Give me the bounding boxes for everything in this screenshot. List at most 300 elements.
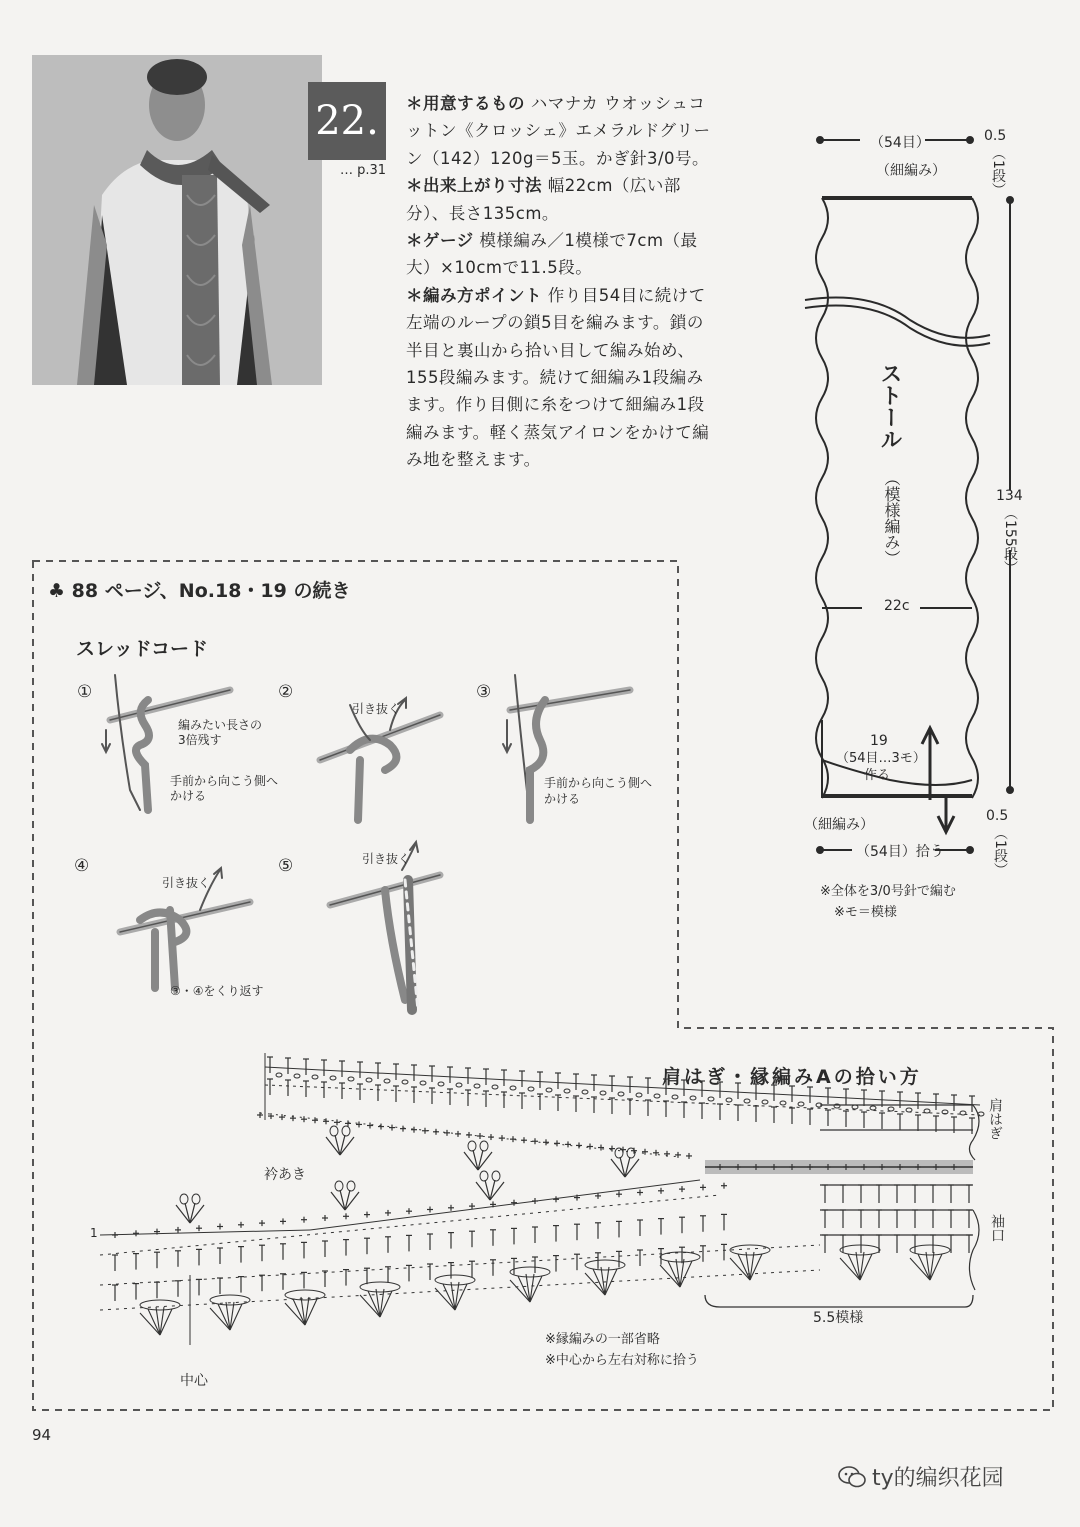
- chain-stitch: [744, 1099, 750, 1103]
- sc-stitch: [400, 1126, 406, 1132]
- dc-stitch: [840, 1235, 846, 1253]
- sc-stitch: [951, 1164, 957, 1170]
- watermark: [838, 1461, 1004, 1492]
- wechat-icon: [838, 1466, 866, 1488]
- dc-stitch: [133, 1284, 139, 1300]
- sc-stitch: [433, 1129, 439, 1135]
- dc-stitch: [699, 1103, 705, 1119]
- chain-stitch: [978, 1112, 984, 1116]
- sc-stitch: [455, 1131, 461, 1137]
- repeat-label: 5.5模様: [813, 1310, 864, 1326]
- dc-stitch: [573, 1096, 579, 1112]
- dc-stitch: [858, 1210, 864, 1228]
- dc-stitch: [948, 1235, 954, 1253]
- chain-stitch: [690, 1096, 696, 1100]
- sc-stitch: [196, 1225, 202, 1231]
- dc-stitch: [357, 1062, 363, 1078]
- dc-stitch: [609, 1076, 615, 1092]
- dc-stitch: [339, 1061, 345, 1077]
- chain-stitch: [438, 1082, 444, 1086]
- chain-stitch: [942, 1110, 948, 1114]
- dc-stitch: [840, 1185, 846, 1203]
- dc-stitch: [301, 1272, 307, 1288]
- sc-stitch: [598, 1145, 604, 1151]
- dc-stitch: [663, 1101, 669, 1117]
- dc-stitch: [591, 1097, 597, 1113]
- dc-stitch: [238, 1277, 244, 1293]
- dc-stitch: [280, 1244, 286, 1260]
- chain-stitch: [600, 1091, 606, 1095]
- sc-stitch: [477, 1133, 483, 1139]
- sc-stitch: [385, 1210, 391, 1216]
- dc-stitch: [574, 1254, 580, 1270]
- sc-stitch: [301, 1217, 307, 1223]
- dc-stitch: [966, 1185, 972, 1203]
- dc-stitch: [501, 1070, 507, 1086]
- chain-stitch: [384, 1079, 390, 1083]
- chain-stitch: [474, 1084, 480, 1088]
- sc-stitch: [616, 1191, 622, 1197]
- dc-stitch: [645, 1078, 651, 1094]
- dc-stitch: [717, 1082, 723, 1098]
- dc-stitch: [217, 1278, 223, 1294]
- dc-stitch: [196, 1279, 202, 1295]
- sc-stitch: [843, 1164, 849, 1170]
- dc-stitch: [897, 1092, 903, 1108]
- dc-stitch: [822, 1235, 828, 1253]
- sc-stitch: [653, 1150, 659, 1156]
- sc-stitch: [587, 1144, 593, 1150]
- dc-stitch: [879, 1113, 885, 1129]
- dc-stitch: [825, 1088, 831, 1104]
- dc-stitch: [553, 1226, 559, 1242]
- dc-stitch: [321, 1082, 327, 1098]
- chain-stitch: [852, 1105, 858, 1109]
- dc-stitch: [532, 1227, 538, 1243]
- stole-bottom-right-rows: （1段）: [992, 826, 1008, 877]
- sc-stitch: [620, 1147, 626, 1153]
- dc-stitch: [501, 1092, 507, 1108]
- sc-stitch: [631, 1148, 637, 1154]
- sc-stitch: [675, 1152, 681, 1158]
- chain-stitch: [312, 1075, 318, 1079]
- chain-stitch: [528, 1087, 534, 1091]
- thread-cord-title: スレッドコード: [76, 638, 209, 660]
- sc-stitch: [861, 1164, 867, 1170]
- chain-stitch: [798, 1102, 804, 1106]
- sc-stitch: [378, 1124, 384, 1130]
- dc-stitch: [385, 1267, 391, 1283]
- sc-stitch: [367, 1123, 373, 1129]
- sc-stitch: [933, 1164, 939, 1170]
- dc-stitch: [429, 1088, 435, 1104]
- chart-note-1: ※縁編みの一部省略: [545, 1332, 660, 1347]
- sc-stitch: [532, 1198, 538, 1204]
- dc-stitch: [259, 1245, 265, 1261]
- dc-stitch: [175, 1251, 181, 1267]
- dc-stitch: [406, 1265, 412, 1281]
- dc-stitch: [915, 1115, 921, 1131]
- dc-stitch: [154, 1282, 160, 1298]
- materials-label: ＊用意するもの: [406, 94, 525, 113]
- neck-opening-label: 衿あき: [264, 1167, 306, 1183]
- sc-stitch: [771, 1164, 777, 1170]
- dc-stitch: [609, 1098, 615, 1114]
- chain-stitch: [348, 1077, 354, 1081]
- sc-stitch: [609, 1146, 615, 1152]
- step-3-label-1: 手前から向こう側へ: [544, 776, 653, 790]
- sc-stitch: [735, 1164, 741, 1170]
- dc-stitch: [966, 1235, 972, 1253]
- chain-stitch: [906, 1108, 912, 1112]
- dc-stitch: [840, 1210, 846, 1228]
- dc-stitch: [930, 1235, 936, 1253]
- dc-stitch: [897, 1114, 903, 1130]
- dc-stitch: [519, 1071, 525, 1087]
- sc-stitch: [897, 1164, 903, 1170]
- dc-stitch: [303, 1081, 309, 1097]
- dc-stitch: [591, 1075, 597, 1091]
- dc-stitch: [679, 1247, 685, 1263]
- dc-stitch: [490, 1260, 496, 1276]
- dc-stitch: [483, 1069, 489, 1085]
- stole-length: 134: [996, 488, 1023, 504]
- sc-stitch: [279, 1114, 285, 1120]
- size-label: ＊出来上がり寸法: [406, 176, 542, 196]
- dc-stitch: [175, 1281, 181, 1297]
- dc-stitch: [894, 1210, 900, 1228]
- sc-stitch: [259, 1220, 265, 1226]
- chain-stitch: [330, 1076, 336, 1080]
- dc-stitch: [364, 1268, 370, 1284]
- dc-stitch: [447, 1089, 453, 1105]
- sc-stitch: [490, 1201, 496, 1207]
- chain-stitch: [816, 1103, 822, 1107]
- sc-stitch: [499, 1135, 505, 1141]
- chain-stitch: [834, 1104, 840, 1108]
- dc-stitch: [537, 1072, 543, 1088]
- sc-stitch: [389, 1125, 395, 1131]
- thread-cord-illustrations: [60, 670, 680, 1030]
- dc-stitch: [930, 1210, 936, 1228]
- page-reference: … p.31: [340, 163, 387, 178]
- dc-stitch: [735, 1083, 741, 1099]
- dc-stitch: [259, 1275, 265, 1291]
- pattern-number: 22.: [308, 82, 386, 160]
- dc-stitch: [861, 1090, 867, 1106]
- gauge-label: ＊ゲージ: [406, 231, 474, 251]
- stole-start-make: 作る: [864, 768, 891, 783]
- dc-stitch: [645, 1100, 651, 1116]
- dc-stitch: [133, 1254, 139, 1270]
- sc-stitch: [312, 1117, 318, 1123]
- sc-stitch: [642, 1149, 648, 1155]
- chain-stitch: [888, 1107, 894, 1111]
- chain-stitch: [636, 1093, 642, 1097]
- dc-stitch: [217, 1248, 223, 1264]
- sc-stitch: [679, 1186, 685, 1192]
- dc-stitch: [825, 1110, 831, 1126]
- dc-stitch: [912, 1210, 918, 1228]
- sc-stitch: [511, 1200, 517, 1206]
- dc-stitch: [555, 1095, 561, 1111]
- dc-stitch: [721, 1214, 727, 1230]
- chain-stitch: [708, 1097, 714, 1101]
- dc-stitch: [843, 1089, 849, 1105]
- chain-stitch: [366, 1078, 372, 1082]
- sleeve-opening-label: 袖口: [989, 1214, 1005, 1242]
- dc-stitch: [789, 1108, 795, 1124]
- dc-stitch: [573, 1074, 579, 1090]
- dc-stitch: [406, 1235, 412, 1251]
- dc-stitch: [375, 1063, 381, 1079]
- sc-stitch: [565, 1141, 571, 1147]
- sc-stitch: [112, 1232, 118, 1238]
- dc-stitch: [301, 1242, 307, 1258]
- dc-stitch: [915, 1093, 921, 1109]
- dc-stitch: [511, 1228, 517, 1244]
- dc-stitch: [658, 1219, 664, 1235]
- dc-stitch: [483, 1091, 489, 1107]
- dc-stitch: [699, 1081, 705, 1097]
- dc-stitch: [894, 1185, 900, 1203]
- dc-stitch: [447, 1067, 453, 1083]
- sc-stitch: [268, 1113, 274, 1119]
- step-1-label-4: かける: [170, 789, 207, 803]
- dc-stitch: [357, 1084, 363, 1100]
- dc-stitch: [469, 1261, 475, 1277]
- step-4-label-2: ③・④をくり返す: [170, 984, 264, 998]
- sc-stitch: [448, 1205, 454, 1211]
- sc-stitch: [466, 1132, 472, 1138]
- dc-stitch: [951, 1117, 957, 1133]
- thread-cord-header: ♣ 88 ページ、No.18・19 の続き: [48, 580, 351, 602]
- dc-stitch: [753, 1084, 759, 1100]
- sc-stitch: [257, 1112, 263, 1118]
- sc-stitch: [658, 1188, 664, 1194]
- sc-stitch: [301, 1116, 307, 1122]
- chain-stitch: [510, 1086, 516, 1090]
- sc-stitch: [343, 1213, 349, 1219]
- dc-stitch: [375, 1085, 381, 1101]
- dc-stitch: [717, 1104, 723, 1120]
- size-text: 幅22cm（広い部分）、長さ135cm。: [406, 176, 681, 223]
- dc-stitch: [627, 1077, 633, 1093]
- dc-stitch: [969, 1118, 975, 1134]
- dc-stitch: [822, 1185, 828, 1203]
- stole-start-count: （54目…3モ）: [836, 751, 926, 766]
- sc-stitch: [574, 1195, 580, 1201]
- chain-stitch: [762, 1100, 768, 1104]
- sc-stitch: [290, 1115, 296, 1121]
- dc-stitch: [322, 1241, 328, 1257]
- dc-stitch: [519, 1093, 525, 1109]
- chain-stitch: [546, 1088, 552, 1092]
- sc-stitch: [700, 1184, 706, 1190]
- stole-bottom-count: （54目）拾う: [856, 844, 944, 860]
- dc-stitch: [285, 1080, 291, 1096]
- stole-length-rows: （155段）: [1002, 506, 1018, 575]
- stole-top-right: 0.5: [984, 128, 1007, 144]
- sc-stitch: [322, 1215, 328, 1221]
- dc-stitch: [948, 1210, 954, 1228]
- dc-stitch: [843, 1111, 849, 1127]
- stole-note-2: ※モ＝模様: [834, 905, 897, 920]
- dc-stitch: [595, 1253, 601, 1269]
- stole-width: 22c: [884, 598, 910, 614]
- dc-stitch: [343, 1270, 349, 1286]
- sc-stitch: [422, 1128, 428, 1134]
- chart-title: 肩はぎ・縁編みAの拾い方: [662, 1066, 922, 1088]
- step-5-number: ⑤: [278, 856, 294, 876]
- dc-stitch: [663, 1079, 669, 1095]
- sc-stitch: [444, 1130, 450, 1136]
- sc-stitch: [427, 1207, 433, 1213]
- chain-stitch: [456, 1083, 462, 1087]
- sc-stitch: [175, 1227, 181, 1233]
- dc-stitch: [465, 1068, 471, 1084]
- dc-stitch: [679, 1217, 685, 1233]
- sc-stitch: [510, 1136, 516, 1142]
- step-4-label-1: 引き抜く: [162, 876, 211, 890]
- dc-stitch: [658, 1249, 664, 1265]
- row-one-label: 1: [90, 1226, 98, 1240]
- stole-title: ストール: [877, 362, 902, 450]
- dc-stitch: [411, 1065, 417, 1081]
- chain-stitch: [924, 1109, 930, 1113]
- dc-stitch: [511, 1258, 517, 1274]
- step-3-number: ③: [476, 682, 492, 702]
- dc-stitch: [700, 1216, 706, 1232]
- dc-stitch: [700, 1246, 706, 1262]
- page-number: 94: [32, 1426, 52, 1444]
- materials-text: ハマナカ ウオッシュコットン《クロッシェ》エメラルドグリーン（142）120g＝5玉。かぎ針3/0号。: [406, 94, 711, 168]
- sc-stitch: [664, 1151, 670, 1157]
- dc-stitch: [532, 1257, 538, 1273]
- sc-stitch: [406, 1208, 412, 1214]
- chain-stitch: [960, 1111, 966, 1115]
- sc-stitch: [553, 1196, 559, 1202]
- dc-stitch: [393, 1086, 399, 1102]
- dc-stitch: [393, 1064, 399, 1080]
- dc-stitch: [448, 1233, 454, 1249]
- dc-stitch: [933, 1116, 939, 1132]
- crochet-chart-stitches: [80, 1045, 1010, 1345]
- dc-stitch: [280, 1274, 286, 1290]
- chain-stitch: [276, 1073, 282, 1077]
- dc-stitch: [807, 1087, 813, 1103]
- sc-stitch: [469, 1203, 475, 1209]
- dc-stitch: [427, 1234, 433, 1250]
- step-2-number: ②: [278, 682, 294, 702]
- dc-stitch: [721, 1244, 727, 1260]
- dc-stitch: [948, 1185, 954, 1203]
- dc-stitch: [112, 1285, 118, 1301]
- dc-stitch: [637, 1250, 643, 1266]
- dc-stitch: [879, 1091, 885, 1107]
- dc-stitch: [789, 1086, 795, 1102]
- sc-stitch: [280, 1218, 286, 1224]
- chain-stitch: [420, 1081, 426, 1085]
- dc-stitch: [876, 1185, 882, 1203]
- sc-stitch: [576, 1142, 582, 1148]
- points-label: ＊編み方ポイント: [406, 285, 542, 305]
- dc-stitch: [735, 1105, 741, 1121]
- stole-bottom-edge: （細編み）: [804, 817, 874, 833]
- chain-stitch: [726, 1098, 732, 1102]
- stole-top-right-rows: （1段）: [990, 146, 1006, 197]
- dc-stitch: [196, 1249, 202, 1265]
- dc-stitch: [930, 1185, 936, 1203]
- dc-stitch: [861, 1112, 867, 1128]
- dc-stitch: [322, 1271, 328, 1287]
- dc-stitch: [429, 1066, 435, 1082]
- step-1-label-2: 3倍残す: [178, 733, 222, 747]
- dc-stitch: [555, 1073, 561, 1089]
- dc-stitch: [951, 1095, 957, 1111]
- dc-stitch: [537, 1094, 543, 1110]
- dc-stitch: [343, 1240, 349, 1256]
- step-1-label-1: 編みたい長さの: [178, 718, 263, 732]
- sc-stitch: [543, 1139, 549, 1145]
- chain-stitch: [294, 1074, 300, 1078]
- dc-stitch: [753, 1106, 759, 1122]
- dc-stitch: [364, 1238, 370, 1254]
- dc-stitch: [822, 1210, 828, 1228]
- chain-stitch: [582, 1090, 588, 1094]
- dc-stitch: [595, 1223, 601, 1239]
- sc-stitch: [532, 1138, 538, 1144]
- sc-stitch: [717, 1164, 723, 1170]
- dc-stitch: [553, 1256, 559, 1272]
- dc-stitch: [427, 1264, 433, 1280]
- chain-stitch: [672, 1095, 678, 1099]
- stole-title-sub: （模様編み）: [882, 470, 901, 566]
- dc-stitch: [681, 1080, 687, 1096]
- sc-stitch: [217, 1224, 223, 1230]
- dc-stitch: [627, 1099, 633, 1115]
- chain-stitch: [654, 1094, 660, 1098]
- sc-stitch: [637, 1190, 643, 1196]
- shoulder-seam-label: 肩はぎ: [987, 1098, 1003, 1140]
- sc-stitch: [521, 1137, 527, 1143]
- sc-stitch: [879, 1164, 885, 1170]
- chain-stitch: [870, 1106, 876, 1110]
- sc-stitch: [323, 1118, 329, 1124]
- dc-stitch: [339, 1083, 345, 1099]
- stole-top-count: （54目）: [870, 135, 930, 151]
- watermark-text: ty的编织花园: [872, 1466, 1004, 1491]
- stole-start-rows: 19: [870, 733, 888, 749]
- dc-stitch: [616, 1221, 622, 1237]
- dc-stitch: [490, 1230, 496, 1246]
- dc-stitch: [112, 1255, 118, 1271]
- sc-stitch: [686, 1153, 692, 1159]
- dc-stitch: [807, 1109, 813, 1125]
- chart-note-2: ※中心から左右対称に拾う: [545, 1353, 699, 1368]
- dc-stitch: [876, 1235, 882, 1253]
- dc-stitch: [321, 1060, 327, 1076]
- sc-stitch: [721, 1183, 727, 1189]
- stole-top-edge: （細編み）: [876, 163, 946, 179]
- sc-stitch: [238, 1222, 244, 1228]
- dc-stitch: [616, 1251, 622, 1267]
- sc-stitch: [789, 1164, 795, 1170]
- dc-stitch: [285, 1058, 291, 1074]
- chain-stitch: [618, 1092, 624, 1096]
- dc-stitch: [267, 1057, 273, 1073]
- center-label: 中心: [180, 1373, 208, 1389]
